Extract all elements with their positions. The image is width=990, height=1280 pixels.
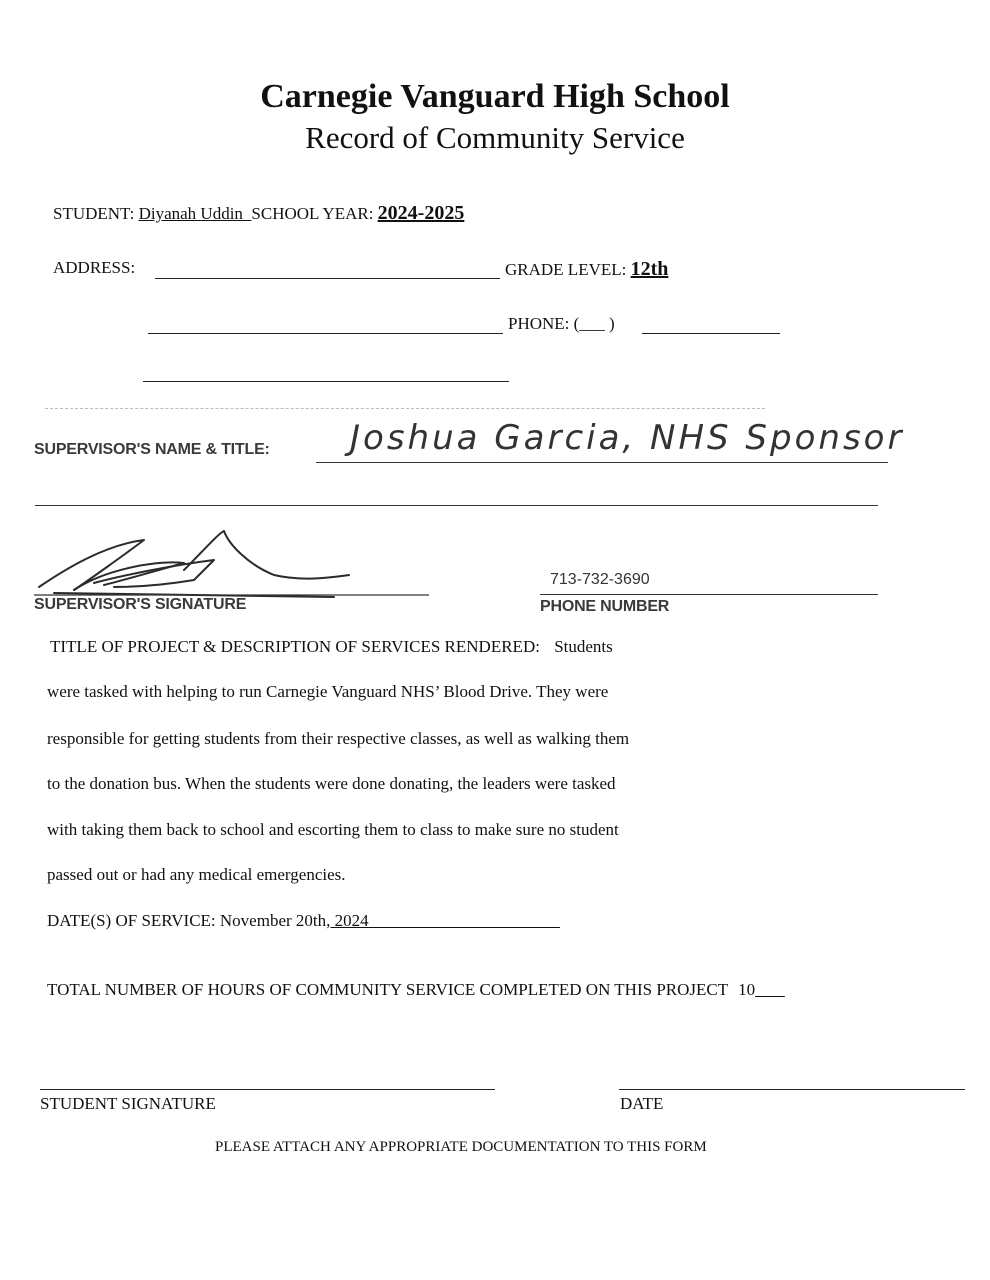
total-hours-value[interactable]: 10 [738,980,756,999]
supervisor-phone-line [540,594,878,595]
grade-level-label: GRADE LEVEL: [505,260,627,279]
address-line-3[interactable] [143,381,509,382]
grade-level-value[interactable]: 12th [630,258,669,280]
total-hours-row [47,980,785,1000]
project-description-line: to the donation bus. When the students were done donating, the leaders were tasked [47,774,616,793]
project-description-line: were tasked with helping to run Carnegie Vanguard NHS’ Blood Drive. They were [47,682,609,701]
form-title: Record of Community Service [305,120,685,155]
project-description-label: TITLE OF PROJECT & DESCRIPTION OF SERVICES RENDERED: [50,637,540,656]
dates-of-service-row [47,911,560,931]
supervisor-phone-value[interactable]: 713-732-3690 [550,571,650,588]
project-description-line: passed out or had any medical emergencies. [47,865,346,884]
scan-artifact-line [45,408,765,409]
dates-of-service-year[interactable]: , 2024 [326,911,369,930]
total-hours-label: TOTAL NUMBER OF HOURS OF COMMUNITY SERVICE COMPLETED ON THIS PROJECT [47,980,728,999]
supervisor-name-handwritten[interactable]: Joshua Garcia, NHS Sponsor [350,418,905,458]
supervisor-phone-label: PHONE NUMBER [540,598,670,615]
address-line-1[interactable] [155,278,500,279]
address-line-2[interactable] [148,333,503,334]
dates-of-service-value[interactable]: November 20th [219,911,327,930]
school-year-label: SCHOOL YEAR: [251,204,374,223]
address-label: ADDRESS: [53,258,136,277]
student-label: STUDENT: [53,204,135,223]
school-name: Carnegie Vanguard High School [260,78,730,115]
school-year-value[interactable]: 2024-2025 [377,202,465,224]
supervisor-name-label: SUPERVISOR'S NAME & TITLE: [34,441,270,458]
student-signature-label: STUDENT SIGNATURE [40,1094,216,1113]
project-description-line: with taking them back to school and escorting them to class to make sure no student [47,820,619,839]
project-description-first-line [50,637,613,657]
project-description-line: responsible for getting students from their respective classes, as well as walking them [47,729,630,748]
supervisor-name-line [316,462,888,463]
attach-documentation-note: PLEASE ATTACH ANY APPROPRIATE DOCUMENTATION TO THIS FORM [215,1139,707,1155]
phone-line[interactable] [642,333,780,334]
student-name-value[interactable]: Diyanah Uddin [138,204,243,223]
student-signature-line[interactable] [40,1089,495,1090]
supervisor-name-line-2 [35,505,878,506]
supervisor-signature-label: SUPERVISOR'S SIGNATURE [34,596,247,613]
project-description-line: Students [554,637,613,656]
dates-of-service-label: DATE(S) OF SERVICE: [47,911,216,930]
student-row [53,202,464,225]
grade-level-row [505,258,668,281]
date-label: DATE [620,1094,664,1113]
phone-label: PHONE: (___ ) [508,314,615,333]
date-line[interactable] [619,1089,965,1090]
